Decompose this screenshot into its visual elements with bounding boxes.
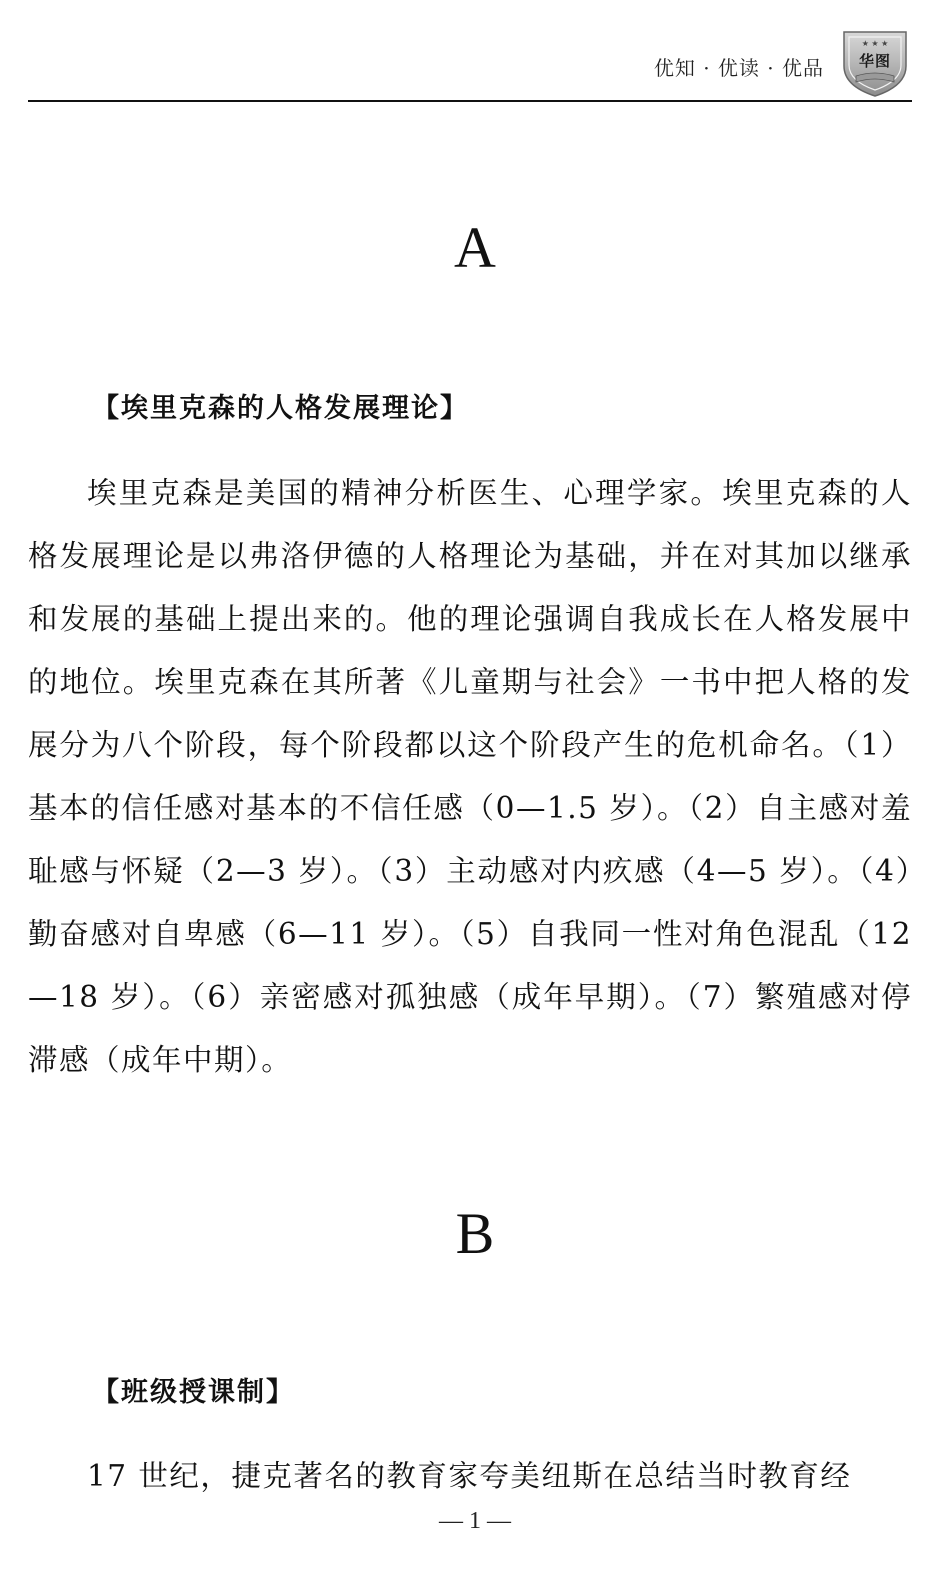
section-a-heading: 【埃里克森的人格发展理论】 — [92, 393, 469, 424]
header-tagline: 优知 · 优读 · 优品 — [653, 56, 824, 80]
svg-text:★ ★ ★: ★ ★ ★ — [861, 39, 889, 48]
section-b-heading: 【班级授课制】 — [92, 1377, 295, 1408]
header-rule — [28, 100, 912, 102]
huatu-logo-badge — [838, 26, 912, 98]
badge-label: 华图 — [858, 52, 891, 70]
section-b-paragraph: 17 世纪，捷克著名的教育家夸美纽斯在总结当时教育经 — [87, 1459, 852, 1493]
section-letter-a: A — [454, 215, 496, 280]
page-header — [28, 0, 912, 104]
page-number: — 1 — — [439, 1508, 511, 1534]
section-a-paragraph: 埃里克森是美国的精神分析医生、心理学家。埃里克森的人格发展理论是以弗洛伊德的人格理论为基础，并在对其加以继承和发展的基础上提出来的。他的理论强调自我成长在人格发展中的地位。埃里克森在其所著《儿童期与社会》一书中把人格的发展分为八个阶段，每个阶段都以这个阶段产生的危机命名。（1）基本的信任感对基本的不信任感（0—1.5 岁）。（2）自主感对羞耻感与怀疑（2—3 岁）。（3）主动感对内疚感（4—5 岁）。（4）勤奋感对自卑感（6—11 岁）。（5）自我同一性对角色混乱（12—18 岁）。（6）亲密感对孤独感（成年早期）。（7）繁殖感对停滞感（成年中期）。 — [28, 476, 912, 1077]
section-letter-b: B — [455, 1201, 495, 1266]
